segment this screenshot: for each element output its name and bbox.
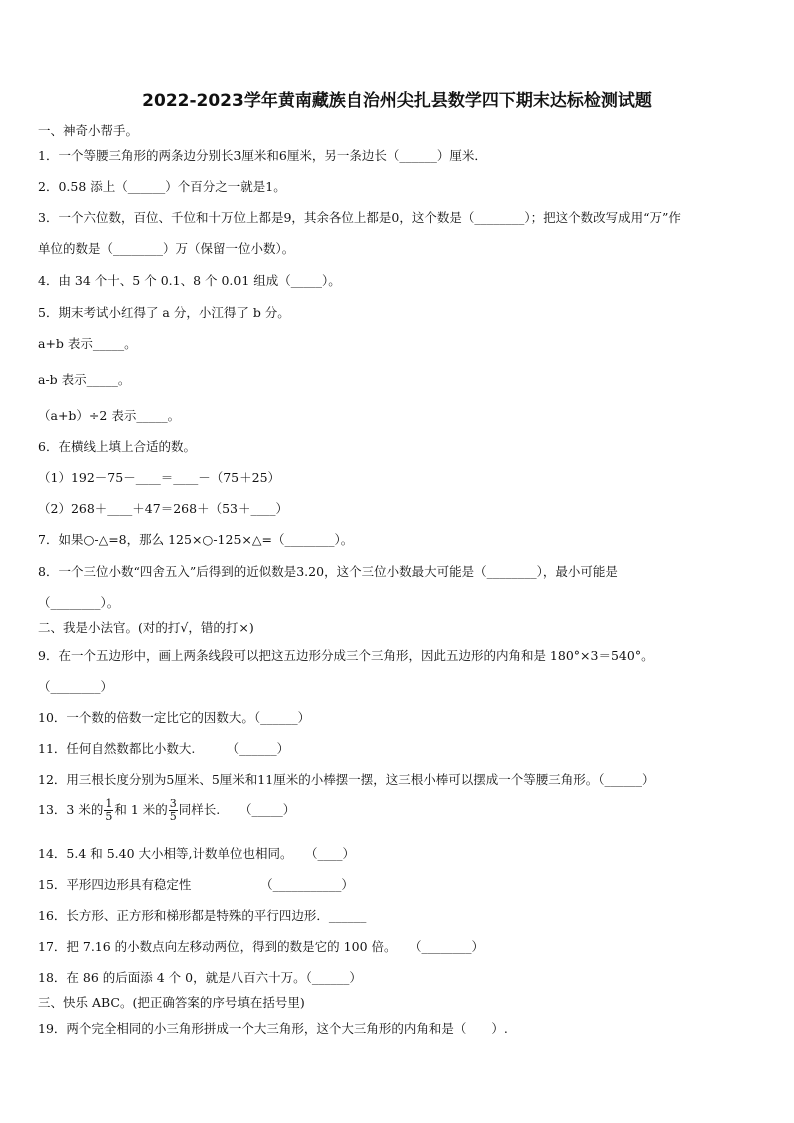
question-13 [38,798,295,823]
section-3-heading: 三、快乐 ABC。(把正确答案的序号填在括号里) [38,995,305,1010]
section-1-heading: 一、神奇小帮手。 [38,123,139,138]
question-13-part-b: 和 1 米的 [114,802,168,817]
question-15: 15．平形四边形具有稳定性 （___________） [38,877,354,892]
fraction-three-fifths [169,798,178,823]
question-18: 18．在 86 的后面添 4 个 0，就是八百六十万。（______） [38,970,362,985]
question-17: 17．把 7.16 的小数点向左移动两位，得到的数是它的 100 倍。 （________） [38,939,484,954]
question-10: 10．一个数的倍数一定比它的因数大。（______） [38,710,311,725]
question-8: 8．一个三位小数“四舍五入”后得到的近似数是3.20，这个三位小数最大可能是（________），最小可能是 [38,564,618,579]
question-6: 6．在横线上填上合适的数。 [38,439,196,454]
question-13-part-c: 同样长. （_____） [178,802,296,817]
question-3: 3．一个六位数，百位、千位和十万位上都是9，其余各位上都是0，这个数是（________）；把这个数改写成用“万”作 [38,210,681,225]
question-5-sub-2: a-b 表示_____。 [38,372,131,387]
question-5-sub-3: （a+b）÷2 表示_____。 [38,408,181,423]
question-9: 9．在一个五边形中，画上两条线段可以把这五边形分成三个三角形，因此五边形的内角和是 180°×3＝540°。 [38,648,654,663]
question-3-cont: 单位的数是（________）万（保留一位小数）。 [38,241,295,256]
fraction-denominator: 5 [169,810,177,823]
question-19: 19．两个完全相同的小三角形拼成一个大三角形，这个大三角形的内角和是（ ）. [38,1021,508,1036]
section-2-heading: 二、我是小法官。(对的打√，错的打×) [38,620,254,635]
question-12: 12．用三根长度分别为5厘米、5厘米和11厘米的小棒摆一摆，这三根小棒可以摆成一个等腰三角形。（______） [38,772,655,787]
question-9-cont: （________） [38,679,114,694]
question-8-cont: （________）。 [38,595,120,610]
question-1: 1．一个等腰三角形的两条边分别长3厘米和6厘米，另一条边长（______）厘米． [38,148,487,163]
question-5: 5．期末考试小红得了 a 分，小江得了 b 分。 [38,305,290,320]
question-14: 14．5.4 和 5.40 大小相等,计数单位也相同。 （____） [38,846,356,861]
fraction-numerator: 3 [169,797,177,810]
question-6-sub-1: （1）192－75－____＝____－（75＋25） [38,470,281,485]
question-11: 11．任何自然数都比小数大. （______） [38,741,290,756]
fraction-one-fifth [104,798,113,823]
question-5-sub-1: a+b 表示_____。 [38,336,137,351]
question-13-part-a: 13．3 米的 [38,802,104,817]
question-7: 7．如果○-△=8，那么 125×○-125×△=（________）。 [38,532,354,547]
question-16: 16．长方形、正方形和梯形都是特殊的平行四边形．______ [38,908,367,923]
fraction-denominator: 5 [105,810,113,823]
fraction-numerator: 1 [105,797,113,810]
question-6-sub-2: （2）268＋____＋47＝268＋（53＋____） [38,501,288,516]
question-4: 4．由 34 个十、5 个 0.1、8 个 0.01 组成（_____）。 [38,273,341,288]
page-title: 2022-2023学年黄南藏族自治州尖扎县数学四下期末达标检测试题 [142,91,652,111]
question-2: 2．0.58 添上（______）个百分之一就是1。 [38,179,286,194]
